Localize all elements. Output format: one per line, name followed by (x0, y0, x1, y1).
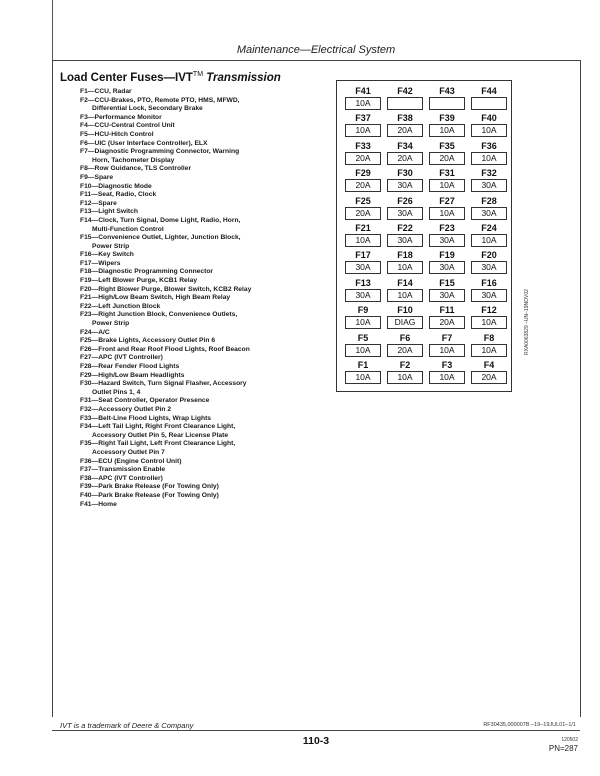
fuse-list-item: F13—Light Switch (80, 208, 138, 216)
fuse-slot-label: F34 (397, 140, 413, 151)
fuse-slot-rating: 20A (345, 179, 381, 192)
fuse-list-item: Accessory Outlet Pin 5, Rear License Plate (92, 431, 229, 439)
fuse-slot-rating: 20A (345, 207, 381, 220)
fuse-list-item: F35—Right Tail Light, Left Front Clearance Light, (80, 440, 236, 448)
fuse-list-item: Accessory Outlet Pin 7 (92, 448, 165, 456)
fuse-slot-label: F10 (397, 305, 413, 316)
fuse-slot-rating: 20A (429, 152, 465, 165)
page-header-title: Maintenance—Electrical System (236, 44, 396, 56)
fuse-slot-label: F27 (439, 195, 455, 206)
fuse-slot-rating: DIAG (387, 316, 423, 329)
fuse-list-item: F41—Home (80, 500, 117, 508)
fuse-slot-rating: 20A (471, 371, 507, 384)
fuse-slot-label: F42 (397, 86, 413, 96)
fuse-list-item: F26—Front and Rear Roof Flood Lights, Roof Beacon (80, 345, 250, 353)
fuse-list-item: Power Strip (92, 320, 130, 328)
fuse-slot-rating: 10A (387, 371, 423, 384)
fuse-slot (429, 332, 465, 357)
fuse-slot-rating: 30A (429, 289, 465, 302)
fuse-slot (471, 277, 507, 302)
fuse-slot (429, 222, 465, 247)
fuse-list-item: F10—Diagnostic Mode (80, 182, 152, 190)
fuse-list-item: F5—HCU-Hitch Control (80, 130, 154, 138)
fuse-slot (387, 85, 423, 110)
fuse-slot (471, 222, 507, 247)
fuse-list-item: F7—Diagnostic Programming Connector, Warning (80, 148, 240, 156)
pn-label: PN=287 (548, 744, 578, 753)
fuse-slot-rating: 30A (429, 234, 465, 247)
fuse-slot-label: F17 (355, 250, 371, 261)
fuse-slot (387, 277, 423, 302)
fuse-slot-label: F43 (439, 86, 455, 96)
fuse-slot-label: F3 (441, 360, 453, 370)
fuse-slot-label: F19 (439, 250, 455, 261)
fuse-slot-rating: 10A (345, 97, 381, 110)
fuse-list-item: F18—Diagnostic Programming Connector (80, 268, 214, 276)
trademark-mark: TM (192, 71, 204, 78)
fuse-slot-label: F20 (481, 250, 497, 261)
fuse-slot-label: F5 (357, 332, 369, 343)
fuse-slot-label: F18 (397, 250, 413, 261)
section-title-italic: Transmission (206, 71, 281, 84)
fuse-slot (345, 277, 381, 302)
fuse-list-item: F20—Right Blower Purge, Blower Switch, KCB2 Relay (80, 285, 252, 293)
fuse-slot-label: F12 (481, 305, 497, 316)
fuse-slot (471, 140, 507, 165)
fuse-slot-rating: 10A (471, 344, 507, 357)
fuse-slot-rating: 10A (429, 344, 465, 357)
fuse-slot-rating: 30A (387, 179, 423, 192)
fuse-slot (471, 332, 507, 357)
fuse-slot (429, 359, 465, 384)
fuse-slot-rating: 10A (429, 124, 465, 137)
fuse-list-item: F15—Convenience Outlet, Lighter, Junction Block, (80, 234, 241, 242)
fuse-slot-label: F29 (355, 168, 371, 179)
fuse-slot-label: F36 (481, 140, 497, 151)
fuse-slot-label: F13 (355, 277, 371, 288)
fuse-list-item: F2—CCU-Brakes, PTO, Remote PTO, HMS, MFWD, (80, 96, 240, 104)
fuse-slot-rating: 10A (471, 234, 507, 247)
fuse-list-item: F40—Park Brake Release (For Towing Only) (80, 491, 219, 499)
page-date-code: 120502 (561, 737, 578, 743)
fuse-list-item: F31—Seat Controller, Operator Presence (80, 397, 210, 405)
fuse-list-item: F24—A/C (80, 328, 110, 336)
fuse-slot-rating (429, 97, 465, 110)
fuse-slot-rating: 10A (471, 316, 507, 329)
fuse-slot-label: F40 (481, 113, 497, 124)
fuse-slot-rating: 30A (387, 207, 423, 220)
fuse-slot (429, 112, 465, 137)
fuse-list-item: F32—Accessory Outlet Pin 2 (80, 405, 172, 413)
fuse-slot-label: F11 (439, 305, 455, 316)
fuse-slot-rating: 10A (345, 371, 381, 384)
fuse-slot-label: F30 (397, 168, 413, 179)
fuse-slot-label: F35 (439, 140, 455, 151)
fuse-slot (429, 304, 465, 329)
fuse-slot-rating: 10A (429, 371, 465, 384)
fuse-list-item: Horn, Tachometer Display (92, 156, 175, 164)
trademark-note: IVT is a trademark of Deere & Company (60, 721, 194, 730)
fuse-list-item: F33—Belt-Line Flood Lights, Wrap Lights (80, 414, 212, 422)
fuse-slot (429, 85, 465, 110)
fuse-slot-label: F21 (355, 223, 371, 233)
fuse-slot-rating: 30A (471, 207, 507, 220)
fuse-slot-label: F44 (481, 86, 497, 96)
fuse-list-item: Multi-Function Control (92, 225, 164, 233)
fuse-slot-label: F22 (397, 223, 413, 233)
fuse-list-item: F22—Left Junction Block (80, 302, 161, 310)
fuse-slot-rating (387, 97, 423, 110)
fuse-list-item: F39—Park Brake Release (For Towing Only) (80, 483, 219, 491)
fuse-list-item: Power Strip (92, 242, 130, 250)
footer-divider (52, 730, 580, 731)
fuse-slot-label: F8 (483, 332, 495, 343)
fuse-slot (471, 359, 507, 384)
fuse-list-item: F1—CCU, Radar (80, 88, 132, 95)
fuse-slot (471, 304, 507, 329)
fuse-slot (387, 140, 423, 165)
fuse-slot (387, 167, 423, 192)
fuse-list-item: F37—Transmission Enable (80, 466, 166, 474)
fuse-slot (387, 112, 423, 137)
fuse-list-item: F12—Spare (80, 199, 117, 207)
fuse-panel-diagram (336, 80, 512, 392)
fuse-slot-rating: 10A (345, 316, 381, 329)
fuse-slot-rating: 30A (471, 289, 507, 302)
fuse-list-item: F17—Wipers (80, 259, 121, 267)
fuse-slot-label: F39 (439, 113, 455, 124)
fuse-list-item: F8—Row Guidance, TLS Controller (80, 165, 192, 173)
fuse-slot-rating: 30A (387, 234, 423, 247)
fuse-slot (387, 332, 423, 357)
fuse-slot (429, 140, 465, 165)
fuse-list-item: F28—Rear Fender Flood Lights (80, 363, 180, 370)
fuse-list-item: F38—APC (IVT Controller) (80, 474, 163, 482)
fuse-slot (345, 222, 381, 247)
fuse-slot-label: F26 (397, 195, 413, 206)
fuse-slot (471, 195, 507, 220)
fuse-slot-rating: 20A (345, 152, 381, 165)
fuse-slot (429, 277, 465, 302)
fuse-slot-label: F28 (481, 195, 497, 206)
fuse-slot-rating: 20A (387, 124, 423, 137)
fuse-slot (387, 304, 423, 329)
fuse-list-item: F23—Right Junction Block, Convenience Outlets, (80, 311, 238, 319)
fuse-list-item: F36—ECU (Engine Control Unit) (80, 457, 182, 465)
fuse-slot (429, 195, 465, 220)
fuse-slot-rating: 30A (345, 261, 381, 274)
fuse-list-item: F34—Left Tail Light, Right Front Clearance Light, (80, 423, 236, 431)
fuse-slot (387, 359, 423, 384)
section-title (60, 71, 281, 84)
fuse-slot-label: F24 (481, 223, 497, 233)
fuse-list-item: F9—Spare (80, 173, 114, 181)
reference-code: RF30435,000007B –19–19JUL01–1/1 (483, 722, 576, 728)
fuse-slot-rating (471, 97, 507, 110)
fuse-slot-label: F41 (355, 86, 371, 96)
fuse-slot (471, 85, 507, 110)
fuse-slot-label: F2 (399, 360, 411, 370)
fuse-slot (345, 140, 381, 165)
fuse-slot-label: F25 (355, 195, 371, 206)
fuse-slot-rating: 10A (471, 124, 507, 137)
fuse-slot-label: F7 (441, 332, 453, 343)
fuse-slot-label: F16 (481, 277, 497, 288)
fuse-slot (387, 195, 423, 220)
fuse-slot-label: F14 (397, 277, 413, 288)
fuse-slot (429, 167, 465, 192)
fuse-list-item: F25—Brake Lights, Accessory Outlet Pin 6 (80, 337, 216, 345)
fuse-slot-rating: 30A (471, 179, 507, 192)
fuse-slot (471, 112, 507, 137)
fuse-list-item: F6—UIC (User Interface Controller), ELX (80, 139, 208, 147)
fuse-slot-rating: 10A (429, 179, 465, 192)
fuse-slot (471, 167, 507, 192)
fuse-slot-rating: 10A (345, 234, 381, 247)
fuse-slot-label: F1 (357, 360, 369, 370)
fuse-list-item: F19—Left Blower Purge, KCB1 Relay (80, 277, 198, 285)
fuse-slot-rating: 30A (429, 261, 465, 274)
fuse-slot (345, 304, 381, 329)
fuse-slot-rating: 10A (387, 261, 423, 274)
fuse-slot-label: F32 (481, 168, 497, 179)
fuse-description-list (80, 88, 320, 509)
fuse-list-item: F11—Seat, Radio, Clock (80, 191, 157, 199)
fuse-slot-rating: 10A (387, 289, 423, 302)
fuse-slot-label: F37 (355, 113, 371, 124)
fuse-slot (345, 195, 381, 220)
fuse-slot (345, 167, 381, 192)
fuse-list-item: F30—Hazard Switch, Turn Signal Flasher, Accessory (80, 380, 247, 388)
fuse-slot-label: F23 (439, 223, 455, 233)
fuse-slot-rating: 20A (387, 344, 423, 357)
fuse-slot (345, 249, 381, 274)
fuse-list-item: F21—High/Low Beam Switch, High Beam Relay (80, 294, 231, 302)
fuse-list-item: F14—Clock, Turn Signal, Dome Light, Radio, Horn, (80, 216, 241, 224)
fuse-slot-rating: 10A (345, 124, 381, 137)
fuse-slot (387, 222, 423, 247)
fuse-slot (345, 85, 381, 110)
fuse-list-item: F3—Performance Monitor (80, 113, 162, 121)
section-title-main: Load Center Fuses—IVT (60, 71, 193, 84)
fuse-slot-rating: 10A (471, 152, 507, 165)
fuse-slot-rating: 20A (429, 316, 465, 329)
fuse-slot (345, 359, 381, 384)
fuse-slot (387, 249, 423, 274)
fuse-slot (345, 332, 381, 357)
figure-code: RXA0063829 –UN–19NOV02 (524, 289, 530, 355)
fuse-slot-rating: 10A (429, 207, 465, 220)
fuse-list-item: F29—High/Low Beam Headlights (80, 371, 185, 379)
fuse-slot-label: F9 (357, 305, 369, 316)
fuse-list-item: F4—CCU-Central Control Unit (80, 122, 175, 130)
fuse-list-item: F27—APC (IVT Controller) (80, 354, 163, 362)
fuse-slot-rating: 10A (345, 344, 381, 357)
fuse-slot-label: F15 (439, 277, 455, 288)
fuse-list-item: Outlet Pins 1, 4 (92, 388, 141, 396)
fuse-list-item: Differential Lock, Secondary Brake (92, 105, 203, 113)
fuse-slot-label: F31 (439, 168, 455, 179)
fuse-slot-rating: 30A (345, 289, 381, 302)
fuse-list-item: F16—Key Switch (80, 251, 134, 259)
fuse-slot-rating: 30A (471, 261, 507, 274)
fuse-slot-label: F4 (483, 360, 495, 370)
fuse-slot-label: F6 (399, 332, 411, 343)
fuse-slot-label: F38 (397, 113, 413, 124)
fuse-slot (429, 249, 465, 274)
fuse-slot (471, 249, 507, 274)
fuse-slot-rating: 20A (387, 152, 423, 165)
page-number: 110-3 (302, 735, 330, 747)
fuse-slot (345, 112, 381, 137)
fuse-slot-label: F33 (355, 140, 371, 151)
